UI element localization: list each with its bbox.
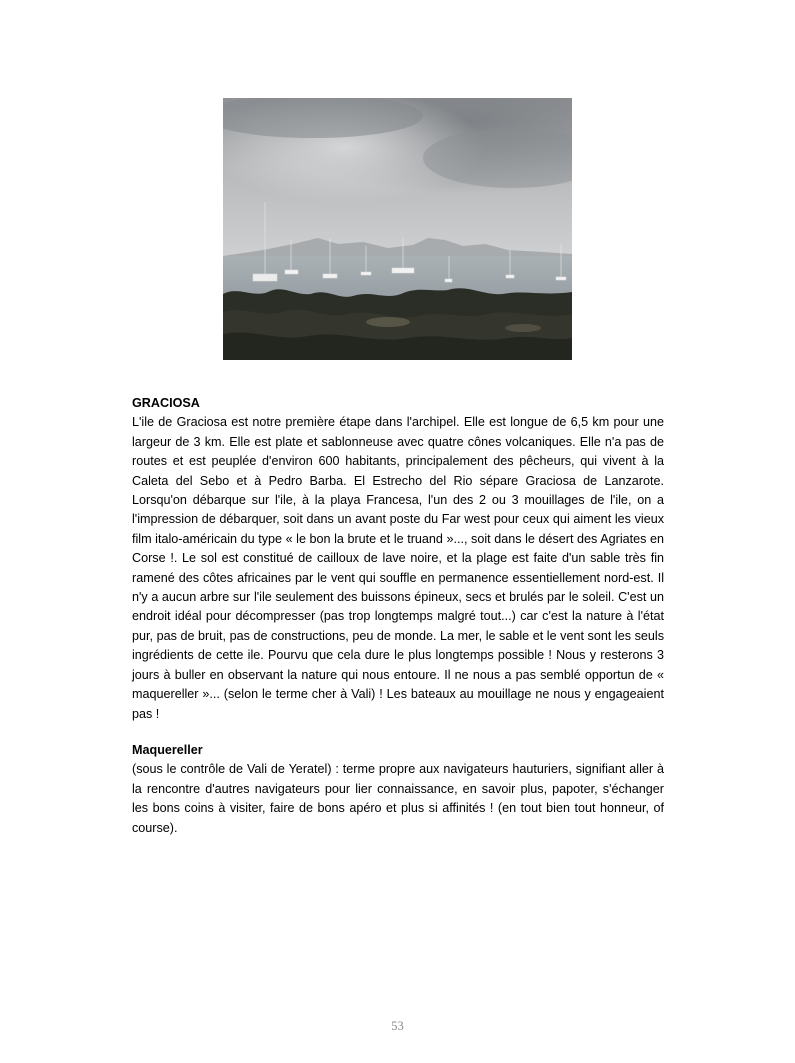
section-title-graciosa: GRACIOSA [132, 396, 200, 410]
article-body [132, 394, 664, 838]
section-text-maquereller: (sous le contrôle de Vali de Yeratel) : terme propre aux navigateurs hauturiers, signifiant aller à la rencontre d'autres navigateurs pour lier connaissance, en savoir plus, papoter, s'échanger les bons coins à visiter, faire de bons apéro et plus si affinités ! (en tout bien tout honneur, of course). [132, 762, 664, 835]
section-gap [132, 724, 664, 741]
section-text-graciosa: L'ile de Graciosa est notre première étape dans l'archipel. Elle est longue de 6,5 km pour une largeur de 3 km. Elle est plate et sablonneuse avec quatre cônes volcaniques. Elle n'a pas de routes et est peuplée d'environ 600 habitants, principalement des pêcheurs, qui vivent à la Caleta del Sebo et à Pedro Barba. El Estrecho del Rio sépare Graciosa de Lanzarote. Lorsqu'on débarque sur l'ile, à la playa Francesa, l'un des 2 ou 3 mouillages de l'ile, on a l'impression de débarquer, soit dans un avant poste du Far west pour ceux qui aiment les vieux film italo-américain du type « le bon la brute et le truand »..., soit dans le désert des Agriates en Corse !. Le sol est constitué de cailloux de lave noire, et la plage est faite d'un sable très fin ramené des côtes africaines par le vent qui souffle en permanence essentiellement nord-est. Il n'y a aucun arbre sur l'ile seulement des buissons épineux, secs et brulés par le soleil. C'est un endroit idéal pour décompresser (pas trop longtemps malgré tout...) car c'est la nature à l'état pur, pas de bruit, pas de constructions, peu de monde. La mer, le sable et le vent sont les seuls ingrédients de cette ile. Pourvu que cela dure le plus longtemps possible ! Nous y resterons 3 jours à buller en observant la nature qui nous entoure. Il ne nous a pas semblé opportun de « maquereller »... (selon le terme cher à Vali) ! Les bateaux au mouillage ne nous y engageaient pas ! [132, 415, 664, 721]
section-title-maquereller: Maquereller [132, 742, 203, 757]
page-number: 53 [391, 1019, 404, 1033]
harbor-photo [223, 98, 572, 360]
